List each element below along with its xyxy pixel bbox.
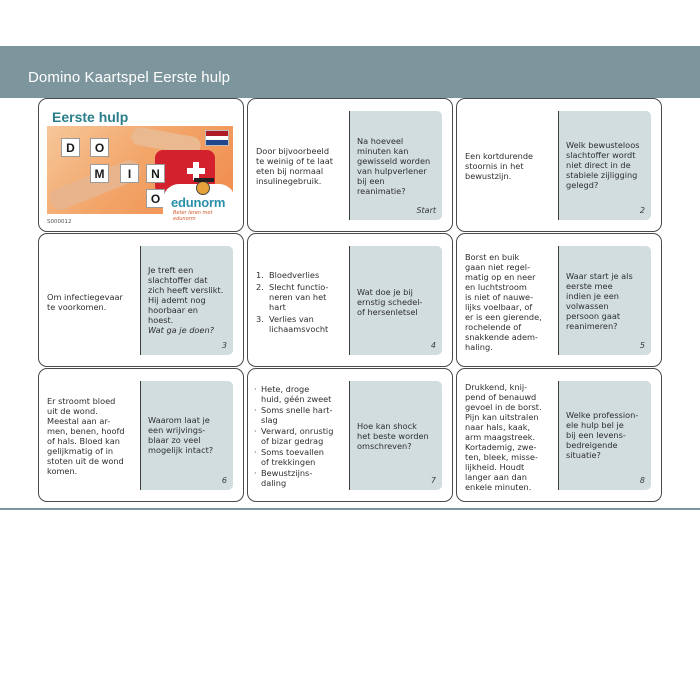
answer-line: insulinegebruik. (256, 176, 322, 186)
question-line: persoon gaat (566, 311, 621, 321)
list-item (254, 384, 346, 404)
question-panel (558, 381, 651, 490)
card-answer (465, 382, 557, 492)
answer-line: ten, bleek, misse- (465, 452, 538, 462)
brand-logo: edunorm (171, 195, 226, 210)
answer-line: Om infectiegevaar (47, 292, 123, 302)
page-title: Domino Kaartspel Eerste hulp (28, 69, 231, 86)
list-line: Hete, droge (261, 384, 310, 394)
answer-line: gelijkmatig of in (47, 446, 114, 456)
question-line: blaar zo veel (148, 435, 201, 445)
domino-tile-d: D (61, 138, 80, 157)
list-line: daling (261, 478, 287, 488)
list-text (269, 270, 319, 280)
question-line: indien je een (566, 291, 619, 301)
list-line: slag (261, 415, 278, 425)
answer-line: Een kortdurende (465, 151, 534, 161)
answer-bullet-list (254, 384, 346, 488)
card-number: 5 (639, 341, 645, 350)
list-line: Soms snelle hart- (261, 405, 333, 415)
title-card[interactable] (38, 98, 244, 232)
list-line: neren van het (269, 292, 327, 302)
answer-line: eten bij normaal (256, 166, 324, 176)
answer-line: naar hals, kaak, (465, 422, 531, 432)
answer-line: er is een gierende, (465, 312, 542, 322)
question-panel (349, 246, 442, 355)
list-number: 2. (256, 282, 264, 292)
list-number: 1. (256, 270, 264, 280)
question-line: slachtoffer dat (148, 275, 208, 285)
answer-line: Borst en buik (465, 252, 520, 262)
card-answer (465, 252, 557, 352)
domino-card-6[interactable] (38, 368, 244, 502)
question-line: omschreven? (357, 441, 412, 451)
question-panel (349, 111, 442, 220)
product-code: S000012 (47, 219, 72, 225)
card-question (566, 140, 648, 190)
bullet-icon: · (254, 468, 257, 478)
brand-tagline: Beter leren met edunorm (173, 210, 213, 222)
list-item (254, 426, 346, 446)
card-number: 2 (639, 206, 645, 215)
answer-line: matig op en neer (465, 272, 536, 282)
question-line: ernstig schedel- (357, 297, 423, 307)
answer-line: gaan niet regel- (465, 262, 531, 272)
card-question (148, 415, 230, 455)
answer-line: stoten uit de wond (47, 456, 124, 466)
list-item (256, 314, 348, 334)
card-answer (47, 396, 139, 476)
list-line: Bloedverlies (269, 270, 320, 280)
card-answer (256, 146, 348, 186)
domino-card-2[interactable] (456, 98, 662, 232)
list-text (261, 384, 331, 404)
bullet-icon: · (254, 384, 257, 394)
question-line: Welk bewusteloos (566, 140, 640, 150)
answer-line: Er stroomt bloed (47, 396, 116, 406)
card-question (357, 136, 439, 196)
question-line: gewisseld worden (357, 156, 431, 166)
question-line: bedreigende (566, 440, 618, 450)
card-number: Start (416, 206, 436, 215)
list-line: Slecht functio- (269, 282, 329, 292)
list-number: 3. (256, 314, 264, 324)
owl-mascot-icon (196, 181, 210, 195)
answer-line: langer aan dan (465, 472, 527, 482)
title-card-heading: Eerste hulp (52, 109, 129, 125)
list-item (254, 405, 346, 425)
list-item (254, 447, 346, 467)
answer-line: of hals. Bloed kan (47, 436, 120, 446)
answer-line: arm maagstreek. (465, 432, 536, 442)
answer-line: haling. (465, 342, 493, 352)
domino-tile-i: I (120, 164, 139, 183)
question-line: stabiele zijligging (566, 170, 638, 180)
question-panel (140, 381, 233, 490)
question-panel (140, 246, 233, 355)
card-answer (465, 151, 557, 181)
domino-card-8[interactable] (456, 368, 662, 502)
question-line: Hoe kan shock (357, 421, 417, 431)
answer-line: en luchtstroom (465, 282, 527, 292)
answer-line: lijkheid. Houdt (465, 462, 525, 472)
question-line: van hulpverlener (357, 166, 427, 176)
list-line: Verward, onrustig (261, 426, 334, 436)
question-panel (558, 111, 651, 220)
bullet-icon: · (254, 426, 257, 436)
card-answer (47, 292, 139, 312)
question-line: slachtoffer wordt (566, 150, 636, 160)
question-line: eerste mee (566, 281, 613, 291)
list-item (256, 270, 348, 280)
domino-card-3[interactable] (38, 233, 244, 367)
question-line: Hij ademt nog (148, 295, 206, 305)
answer-line: uit de wond. (47, 406, 98, 416)
question-line: mogelijk intact? (148, 445, 214, 455)
bullet-icon: · (254, 405, 257, 415)
list-line: of bizar gedrag (261, 436, 324, 446)
question-line: Welke profession- (566, 410, 639, 420)
card-number: 6 (221, 476, 227, 485)
question-panel (349, 381, 442, 490)
question-line: niet direct in de (566, 160, 631, 170)
question-line: Na hoeveel (357, 136, 404, 146)
card-question (566, 271, 648, 331)
question-line: reanimeren? (566, 321, 618, 331)
list-line: of trekkingen (261, 457, 316, 467)
question-line: of hersenletsel (357, 307, 418, 317)
card-question (357, 421, 439, 451)
question-line: ele hulp bel je (566, 420, 624, 430)
answer-line: Meestal aan ar- (47, 416, 111, 426)
card-answer (254, 384, 346, 489)
question-panel (558, 246, 651, 355)
answer-line: komen. (47, 466, 78, 476)
domino-tile-m: M (90, 164, 109, 183)
answer-numbered-list (256, 270, 348, 334)
list-line: Bewustzijns- (261, 468, 313, 478)
list-line: hart (269, 302, 286, 312)
question-line: zich heeft verslikt. (148, 285, 224, 295)
card-question (566, 410, 648, 460)
card-number: 8 (639, 476, 645, 485)
list-text (261, 426, 333, 446)
answer-line: te voorkomen. (47, 302, 107, 312)
answer-line: rochelende of (465, 322, 522, 332)
dutch-flag-icon (205, 130, 229, 146)
card-answer (256, 270, 348, 336)
question-line: Je treft een (148, 265, 194, 275)
domino-tile-o: O (90, 138, 109, 157)
domino-card-start[interactable] (247, 98, 453, 232)
bottom-divider (0, 508, 700, 510)
answer-line: enkele minuten. (465, 482, 532, 492)
answer-line: Pijn kan uitstralen (465, 412, 539, 422)
card-number: 3 (221, 341, 227, 350)
answer-line: Door bijvoorbeeld (256, 146, 330, 156)
question-line: minuten kan (357, 146, 409, 156)
list-line: lichaamsvocht (269, 324, 329, 334)
question-line: hoest. (148, 315, 174, 325)
answer-line: stoornis in het (465, 161, 524, 171)
answer-line: Drukkend, knij- (465, 382, 528, 392)
card-question (357, 287, 439, 317)
answer-line: Kortademig, zwe- (465, 442, 537, 452)
answer-line: bewustzijn. (465, 171, 512, 181)
domino-card-5[interactable] (456, 233, 662, 367)
question-line: gelegd? (566, 180, 599, 190)
flag-stripe-blue (206, 140, 228, 145)
question-line: Waar start je als (566, 271, 633, 281)
question-line: Waarom laat je (148, 415, 210, 425)
card-question (148, 265, 230, 335)
question-line: bij een levens- (566, 430, 626, 440)
list-line: huid, géén zweet (261, 394, 332, 404)
card-number: 4 (430, 341, 436, 350)
answer-line: is niet of nauwe- (465, 292, 534, 302)
list-text (261, 468, 312, 488)
answer-line: men, benen, hoofd (47, 426, 125, 436)
list-text (261, 405, 332, 425)
answer-line: gevoel in de borst. (465, 402, 542, 412)
list-text (269, 282, 328, 312)
question-line: reanimatie? (357, 186, 406, 196)
answer-line: te weinig of te laat (256, 156, 333, 166)
list-item (256, 282, 348, 312)
bullet-icon: · (254, 447, 257, 457)
domino-card-7[interactable] (247, 368, 453, 502)
list-line: Verlies van (269, 314, 314, 324)
list-text (269, 314, 328, 334)
answer-line: snakkende adem- (465, 332, 538, 342)
question-line: Wat doe je bij (357, 287, 413, 297)
domino-card-4[interactable] (247, 233, 453, 367)
list-text (261, 447, 324, 467)
answer-line: pend of benauwd (465, 392, 537, 402)
question-line: situatie? (566, 450, 601, 460)
question-emphasis: Wat ga je doen? (148, 325, 214, 335)
card-number: 7 (430, 476, 436, 485)
list-item (254, 468, 346, 488)
question-line: hoorbaar en (148, 305, 199, 315)
question-line: bij een (357, 176, 385, 186)
question-line: het beste worden (357, 431, 429, 441)
domino-tile-n: N (146, 164, 165, 183)
list-line: Soms toevallen (261, 447, 324, 457)
answer-line: lijks voelbaar, of (465, 302, 533, 312)
question-line: een wrijvings- (148, 425, 206, 435)
domino-tile-o2: O (146, 189, 165, 208)
question-line: volwassen (566, 301, 609, 311)
